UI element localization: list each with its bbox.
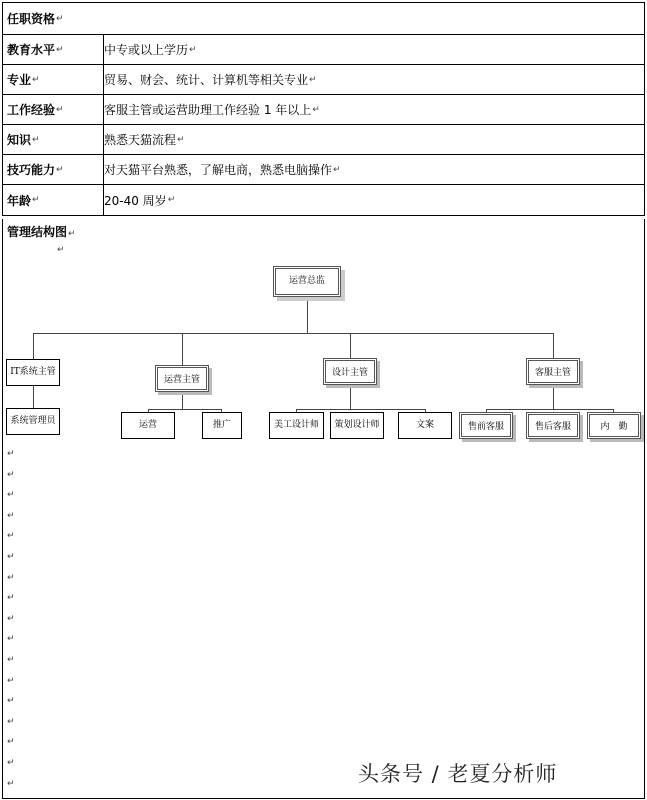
org-node-staff: 运营	[121, 412, 175, 439]
row-value: 对天猫平台熟悉，了解电商，熟悉电脑操作 ↵	[104, 163, 341, 177]
connector-line	[33, 333, 34, 360]
paragraph-mark: ↵	[7, 510, 15, 521]
row-value: 客服主管或运营助理工作经验 1 年以上 ↵	[104, 103, 320, 117]
connector-line	[33, 333, 554, 334]
paragraph-mark: ↵	[7, 757, 15, 768]
paragraph-mark: ↵	[7, 675, 15, 686]
org-node-staff: 售后客服	[526, 412, 580, 439]
row-value: 熟悉天猫流程 ↵	[104, 133, 185, 147]
connector-line	[148, 409, 222, 410]
connector-line	[182, 393, 183, 410]
paragraph-mark: ↵	[7, 634, 15, 645]
paragraph-mark: ↵	[7, 593, 15, 604]
connector-line	[486, 409, 614, 410]
watermark: 头条号 / 老夏分析师	[358, 762, 558, 786]
row-value: 20-40 周岁 ↵	[104, 193, 176, 208]
table-header: 任职资格 ↵	[7, 12, 64, 26]
row-value: 中专或以上学历 ↵	[104, 43, 197, 57]
org-node-staff: 美工设计师	[269, 412, 324, 439]
org-node-staff: 推广	[202, 412, 242, 439]
org-node-staff: 系统管理员	[6, 408, 60, 435]
connector-line	[553, 386, 554, 409]
org-node-manager: 客服主管	[526, 358, 580, 385]
paragraph-mark: ↵	[57, 245, 65, 255]
org-node-manager: IT系统主管	[6, 359, 60, 386]
connector-line	[182, 333, 183, 366]
paragraph-mark: ↵	[7, 737, 15, 748]
structure-title: 管理结构图↵	[7, 225, 76, 239]
connector-line	[296, 409, 426, 410]
row-label: 工作经验 ↵	[3, 95, 104, 124]
org-node-staff: 文案	[398, 412, 452, 439]
row-label: 知识 ↵	[3, 125, 104, 154]
paragraph-mark: ↵	[7, 696, 15, 707]
row-label: 年龄 ↵	[3, 185, 104, 215]
row-label: 专业 ↵	[3, 65, 104, 94]
paragraph-marks	[7, 449, 15, 799]
org-node-manager: 设计主管	[323, 358, 377, 385]
org-node-staff: 内 勤	[587, 412, 641, 439]
org-node-staff: 策划设计师	[330, 412, 384, 439]
paragraph-mark: ↵	[7, 551, 15, 562]
connector-line	[350, 386, 351, 409]
connector-line	[307, 297, 308, 334]
paragraph-mark: ↵	[7, 778, 15, 789]
paragraph-mark: ↵	[7, 716, 15, 727]
paragraph-mark: ↵	[7, 654, 15, 665]
row-label: 技巧能力 ↵	[3, 155, 104, 184]
paragraph-mark: ↵	[7, 531, 15, 542]
org-node-manager: 运营主管	[155, 365, 209, 392]
connector-line	[553, 333, 554, 359]
org-node-staff: 售前客服	[459, 412, 513, 439]
paragraph-mark: ↵	[7, 449, 15, 459]
org-node-director: 运营总监	[273, 266, 341, 297]
paragraph-mark: ↵	[7, 490, 15, 501]
row-label: 教育水平 ↵	[3, 35, 104, 64]
connector-line	[350, 333, 351, 359]
connector-line	[33, 386, 34, 408]
row-value: 贸易、财会、统计、计算机等相关专业 ↵	[104, 73, 317, 87]
paragraph-mark: ↵	[7, 613, 15, 624]
paragraph-mark: ↵	[7, 469, 15, 480]
paragraph-mark: ↵	[7, 572, 15, 583]
